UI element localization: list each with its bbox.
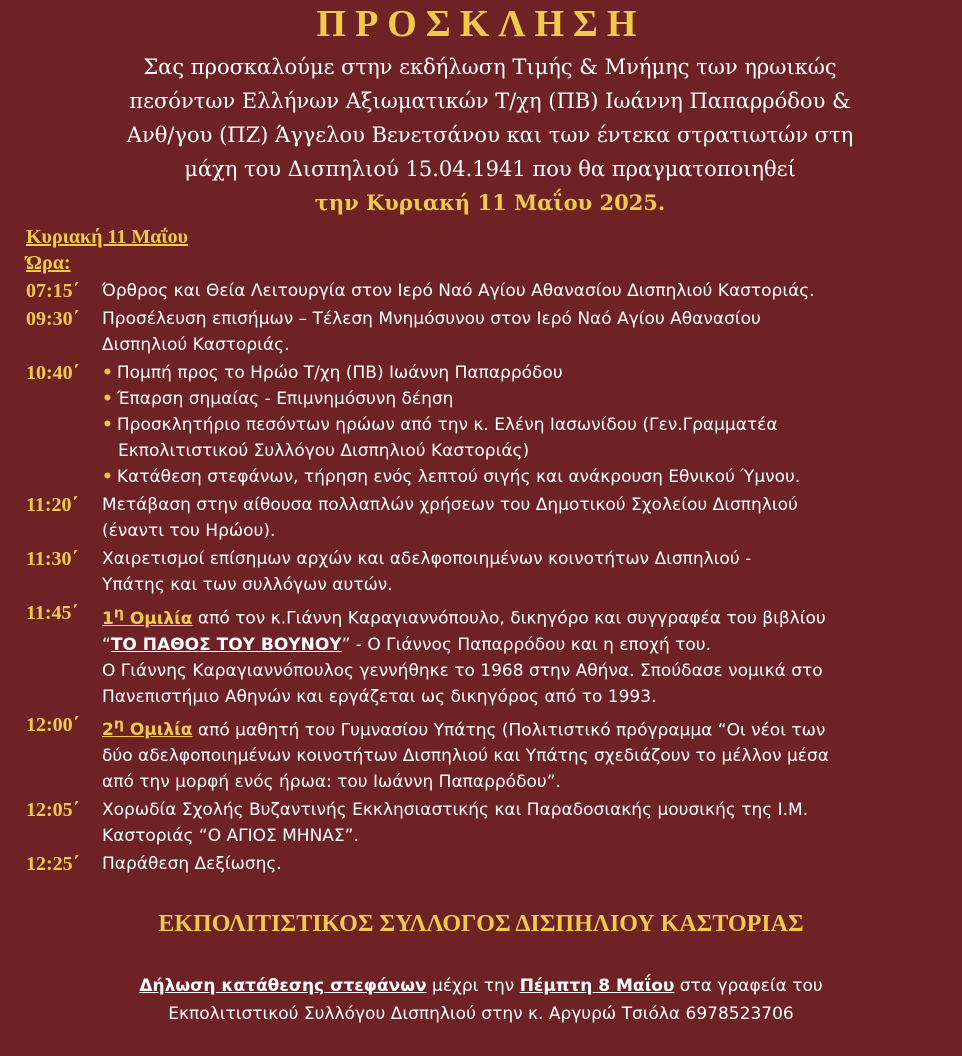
schedule-text: Παράθεση Δεξίωσης. [102, 854, 282, 875]
schedule-text [102, 712, 946, 744]
schedule-text: Πανεπιστήμιο Αθηνών και εργάζεται ως δικηγόρος από το 1993. [102, 686, 657, 707]
bullet-icon: • [102, 467, 113, 487]
bullet-icon: • [102, 389, 113, 409]
talk-description: από μαθητή του Γυμνασίου Υπάτης (Πολιτιστικό πρόγραμμα “Οι νέοι των [197, 720, 826, 741]
event-date: την Κυριακή 11 Μαΐου 2025. [314, 190, 666, 215]
schedule-text: Δισπηλιού Καστοριάς. [102, 335, 290, 355]
schedule-row [26, 278, 946, 304]
schedule-row [26, 851, 946, 877]
talk-word: Ομιλία [129, 608, 193, 629]
schedule-text [102, 600, 946, 632]
talk-number: 2 [102, 720, 114, 741]
schedule-time: 12:25΄ [26, 853, 80, 876]
ceremony-list [102, 360, 946, 490]
talk-ordinal: η [113, 716, 124, 733]
intro-paragraph [60, 50, 920, 220]
talk-ordinal: η [113, 605, 124, 621]
schedule-row [26, 360, 946, 490]
schedule-text: Καστοριάς “Ο ΑΓΙΟΣ ΜΗΝΑΣ”. [102, 826, 359, 847]
list-item-text: Εκπολιτιστικού Συλλόγου Δισπηλιού Καστοριάς) [118, 441, 530, 461]
intro-line: μάχη του Δισπηλιού 15.04.1941 που θα πραγματοποιηθεί [184, 157, 796, 181]
schedule-time: 12:00΄ [26, 713, 80, 736]
schedule-text: δύο αδελφοποιημένων κοινοτήτων Δισπηλιού και Υπάτης σχεδιάζουν το μέλλον μέσα [102, 746, 829, 767]
schedule-text: Όρθρος και Θεία Λειτουργία στον Ιερό Ναό Αγίου Αθανασίου Δισπηλιού Καστοριάς. [102, 281, 815, 301]
schedule-row [26, 546, 946, 598]
organizer-name: ΕΚΠΟΛΙΤΙΣΤΙΚΟΣ ΣΥΛΛΟΓΟΣ ΔΙΣΠΗΛΙΟΥ ΚΑΣΤΟΡΙΑΣ [158, 911, 804, 937]
schedule-row [26, 492, 946, 544]
schedule-row [26, 712, 946, 796]
talk-label [102, 716, 193, 741]
footer-notice [0, 972, 962, 1028]
schedule-time: 09:30΄ [26, 308, 80, 330]
schedule-row [26, 306, 946, 358]
list-item [102, 464, 946, 490]
footer-line [0, 972, 962, 1000]
schedule [26, 278, 946, 879]
schedule-time: 12:05΄ [26, 799, 80, 822]
quote-open: “ [102, 634, 111, 655]
deadline-date: Πέμπτη 8 Μαΐου [519, 976, 675, 996]
talk-description: από τον κ.Γιάννη Καραγιαννόπουλο, δικηγόρο και συγγραφέα του βιβλίου [197, 608, 826, 629]
bullet-icon: • [102, 363, 113, 383]
intro-line: πεσόντων Ελλήνων Αξιωματικών Τ/χη (ΠΒ) Ιωάννη Παπαρρόδου & [129, 89, 851, 113]
hour-label: Ώρα: [26, 252, 71, 274]
schedule-text: Ο Γιάννης Καραγιαννόπουλος γεννήθηκε το 1968 στην Αθήνα. Σπούδασε νομικά στο [102, 660, 823, 681]
footer-text: στα γραφεία του [674, 976, 823, 996]
list-item [102, 412, 946, 464]
schedule-text: (έναντι του Ηρώου). [102, 521, 276, 541]
bullet-icon: • [102, 415, 113, 435]
schedule-time: 11:20΄ [26, 494, 79, 516]
list-item [102, 386, 946, 412]
talk-label [102, 605, 193, 629]
schedule-text: από την μορφή ενός ήρωα: του Ιωάννη Παπαρρόδου”. [102, 772, 561, 793]
schedule-text: Χαιρετισμοί επίσημων αρχών και αδελφοποιημένων κοινοτήτων Δισπηλιού - [102, 549, 752, 569]
schedule-text: Μετάβαση στην αίθουσα πολλαπλών χρήσεων του Δημοτικού Σχολείου Δισπηλιού [102, 495, 798, 515]
wreath-notice: Δήλωση κατάθεσης στεφάνων [139, 976, 427, 996]
intro-line: Ανθ/γου (ΠΖ) Άγγελου Βενετσάνου και των έντεκα στρατιωτών στη [126, 123, 854, 147]
book-subtitle: ” - Ο Γιάννος Παπαρρόδου και η εποχή του. [341, 634, 712, 655]
talk-word: Ομιλία [129, 720, 193, 741]
schedule-time: 07:15΄ [26, 280, 80, 302]
talk-number: 1 [102, 608, 114, 629]
list-item [102, 360, 946, 386]
list-item-text: Προσκλητήριο πεσόντων ηρώων από την κ. Ελένη Ιασωνίδου (Γεν.Γραμματέα [116, 415, 778, 435]
schedule-row [26, 600, 946, 710]
invitation-title: ΠΡΟΣΚΛΗΣΗ [316, 3, 646, 45]
book-title: ΤΟ ΠΑΘΟΣ ΤΟΥ ΒΟΥΝΟΥ [110, 634, 342, 655]
intro-line: Σας προσκαλούμε στην εκδήλωση Τιμής & Μνήμης των ηρωικώς [143, 55, 837, 79]
schedule-text: Υπάτης και των συλλόγων αυτών. [102, 575, 393, 595]
schedule-time: 10:40΄ [26, 362, 80, 384]
schedule-text: Χορωδία Σχολής Βυζαντινής Εκκλησιαστικής και Παραδοσιακής μουσικής της Ι.Μ. [102, 800, 809, 821]
list-item-text: Έπαρση σημαίας - Επιμνημόσυνη δέηση [116, 389, 454, 409]
schedule-text [102, 632, 946, 658]
footer-text: μέχρι την [426, 976, 520, 996]
schedule-time: 11:30΄ [26, 548, 79, 570]
list-item-text: Πομπή προς το Ηρώο Τ/χη (ΠΒ) Ιωάννη Παπαρρόδου [116, 363, 563, 383]
day-label: Κυριακή 11 Μαΐου [26, 226, 188, 248]
schedule-time: 11:45΄ [26, 602, 79, 624]
list-item-text: Κατάθεση στεφάνων, τήρηση ενός λεπτού σιγής και ανάκρουση Εθνικού Ύμνου. [116, 467, 801, 487]
schedule-row [26, 797, 946, 849]
contact-line: Εκπολιτιστικού Συλλόγου Δισπηλιού στην κ. Αργυρώ Τσιόλα 6978523706 [168, 1004, 794, 1024]
schedule-text: Προσέλευση επισήμων – Τέλεση Μνημόσυνου στον Ιερό Ναό Αγίου Αθανασίου [102, 309, 761, 329]
